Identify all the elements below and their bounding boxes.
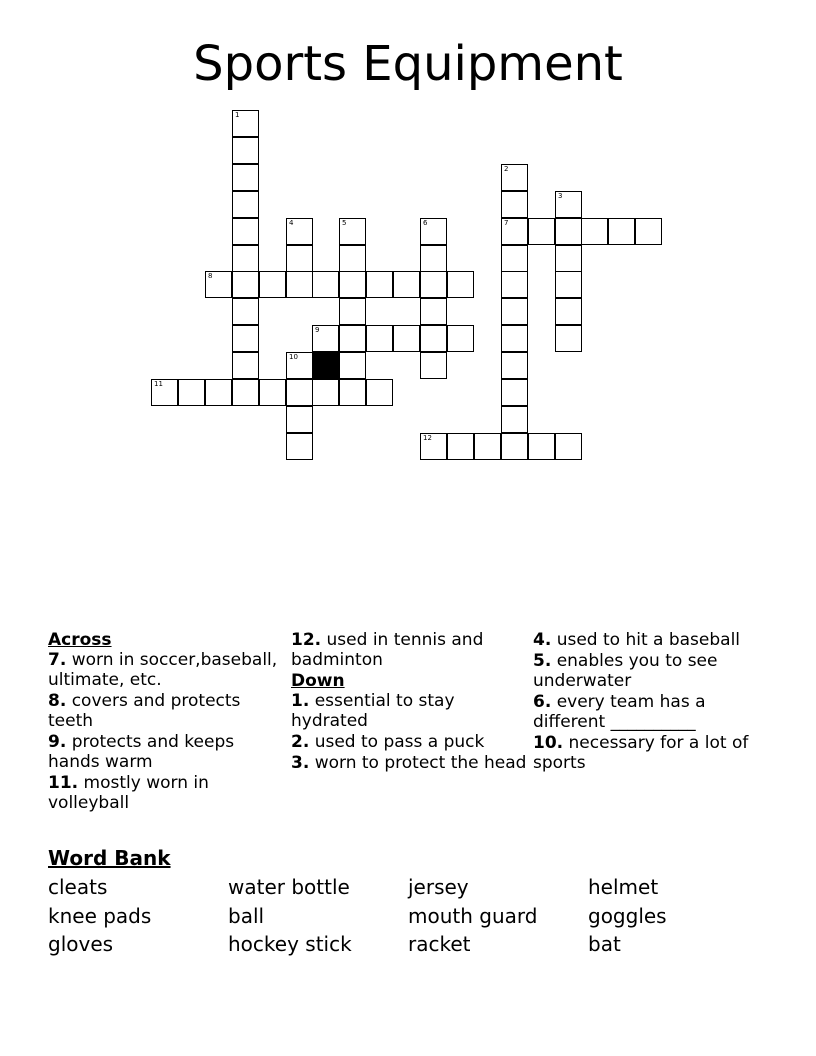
crossword-cell[interactable] [608,218,635,245]
crossword-cell[interactable] [501,352,528,379]
cell-number: 4 [289,219,294,227]
crossword-cell[interactable] [447,271,474,298]
word-bank-item: gloves [48,932,114,956]
crossword-cell[interactable] [528,218,555,245]
crossword-cell[interactable] [447,433,474,460]
crossword-cell[interactable] [339,271,366,298]
clue-number: 1. [291,691,310,711]
crossword-cell[interactable] [501,325,528,352]
word-bank-item: mouth guard [408,903,538,928]
crossword-cell[interactable] [339,298,366,325]
crossword-cell[interactable] [501,218,528,245]
crossword-cell[interactable] [286,245,313,272]
clue-number: 7. [48,650,67,670]
clue-down-1 [291,691,527,731]
crossword-cell[interactable] [232,137,259,164]
crossword-cell[interactable] [232,379,259,406]
crossword-cell[interactable] [259,379,286,406]
cell-number: 3 [558,192,563,200]
crossword-cell[interactable] [312,325,339,352]
crossword-cell[interactable] [420,433,447,460]
word-bank-item: bat [588,932,621,956]
word-bank-item: cleats [48,875,108,899]
crossword-cell[interactable] [232,191,259,218]
crossword-cell[interactable] [205,379,232,406]
cell-number: 10 [289,353,298,361]
clue-text: covers and protects teeth [48,691,241,731]
clue-text: mostly worn in volleyball [48,773,209,813]
crossword-cell[interactable] [286,352,313,379]
clue-number: 2. [291,732,310,752]
crossword-cell[interactable] [555,245,582,272]
crossword-cell[interactable] [420,271,447,298]
cell-number: 2 [504,165,509,173]
cell-number: 9 [315,326,320,334]
crossword-cell[interactable] [339,218,366,245]
word-bank-item: knee pads [48,903,152,928]
crossword-cell[interactable] [501,164,528,191]
crossword-cell[interactable] [393,271,420,298]
clue-number: 11. [48,773,79,793]
crossword-cell[interactable] [232,164,259,191]
crossword-cell[interactable] [205,271,232,298]
crossword-block [312,352,339,379]
word-bank-title: Word Bank [48,846,171,870]
crossword-cell[interactable] [178,379,205,406]
crossword-cell[interactable] [232,298,259,325]
crossword-cell[interactable] [151,379,178,406]
crossword-cell[interactable] [232,271,259,298]
crossword-cell[interactable] [555,298,582,325]
clue-across-12 [291,630,527,670]
crossword-cell[interactable] [501,245,528,272]
crossword-cell[interactable] [312,379,339,406]
clue-number: 10. [533,733,564,753]
crossword-cell[interactable] [501,298,528,325]
clue-text: necessary for a lot of sports [533,733,749,773]
clue-text: essential to stay hydrated [291,691,455,731]
crossword-cell[interactable] [420,325,447,352]
crossword-cell[interactable] [581,218,608,245]
crossword-cell[interactable] [501,433,528,460]
crossword-cell[interactable] [393,325,420,352]
word-bank-item: ball [228,903,265,928]
crossword-cell[interactable] [232,218,259,245]
clues-column-3 [533,630,769,774]
across-heading: Across [48,630,112,650]
clue-number: 8. [48,691,67,711]
word-bank-item: water bottle [228,875,350,899]
clue-down-5 [533,651,769,691]
crossword-cell[interactable] [420,218,447,245]
crossword-cell[interactable] [635,218,662,245]
crossword-cell[interactable] [555,218,582,245]
cell-number: 1 [235,111,240,119]
crossword-cell[interactable] [474,433,501,460]
crossword-cell[interactable] [528,433,555,460]
crossword-cell[interactable] [501,406,528,433]
clues-column-2 [291,630,527,774]
clue-down-4 [533,630,769,650]
crossword-cell[interactable] [232,110,259,137]
crossword-cell[interactable] [420,245,447,272]
crossword-cell[interactable] [501,271,528,298]
crossword-cell[interactable] [339,379,366,406]
crossword-cell[interactable] [555,325,582,352]
crossword-cell[interactable] [339,325,366,352]
down-heading: Down [291,671,345,691]
clues-column-1 [48,630,284,814]
cell-number: 7 [504,219,509,227]
crossword-cell[interactable] [232,352,259,379]
clue-text: enables you to see underwater [533,651,718,691]
clue-number: 4. [533,630,552,650]
crossword-cell[interactable] [286,218,313,245]
crossword-cell[interactable] [555,433,582,460]
crossword-cell[interactable] [286,271,313,298]
clue-text: used in tennis and badminton [291,630,484,670]
clue-down-10 [533,733,769,773]
word-bank-item: goggles [588,903,667,928]
crossword-cell[interactable] [286,406,313,433]
clue-across-7 [48,650,284,690]
clue-text: worn in soccer,baseball, ultimate, etc. [48,650,278,690]
clue-number: 9. [48,732,67,752]
page-title: Sports Equipment [193,36,623,92]
crossword-cell[interactable] [501,191,528,218]
clue-number: 3. [291,753,310,773]
word-bank-item: racket [408,932,471,956]
clue-number: 12. [291,630,322,650]
cell-number: 11 [154,380,163,388]
word-bank-item: hockey stick [228,932,352,956]
crossword-cell[interactable] [232,325,259,352]
crossword-cell[interactable] [501,379,528,406]
cell-number: 8 [208,272,213,280]
crossword-cell[interactable] [232,245,259,272]
clue-across-8 [48,691,284,731]
crossword-cell[interactable] [366,271,393,298]
crossword-cell[interactable] [339,352,366,379]
clue-down-6 [533,692,769,732]
cell-number: 5 [342,219,347,227]
crossword-cell[interactable] [555,271,582,298]
word-bank-item: jersey [408,875,469,899]
clue-text: used to pass a puck [314,732,485,752]
clue-number: 6. [533,692,552,712]
clue-text: used to hit a baseball [556,630,741,650]
clue-number: 5. [533,651,552,671]
crossword-cell[interactable] [286,433,313,460]
clue-down-2 [291,732,527,752]
crossword-cell[interactable] [366,325,393,352]
crossword-cell[interactable] [555,191,582,218]
clue-text: worn to protect the head [314,753,527,773]
crossword-cell[interactable] [420,298,447,325]
crossword-cell[interactable] [286,379,313,406]
cell-number: 6 [423,219,428,227]
crossword-cell[interactable] [366,379,393,406]
clue-text: protects and keeps hands warm [48,732,235,772]
crossword-grid [0,0,816,480]
crossword-cell[interactable] [339,245,366,272]
word-bank-item: helmet [588,875,659,899]
clue-across-11 [48,773,284,813]
clue-across-9 [48,732,284,772]
crossword-cell[interactable] [420,352,447,379]
clue-down-3 [291,753,527,773]
crossword-cell[interactable] [312,271,339,298]
clue-text: every team has a different __________ [533,692,706,732]
crossword-cell[interactable] [447,325,474,352]
cell-number: 12 [423,434,432,442]
crossword-cell[interactable] [259,271,286,298]
